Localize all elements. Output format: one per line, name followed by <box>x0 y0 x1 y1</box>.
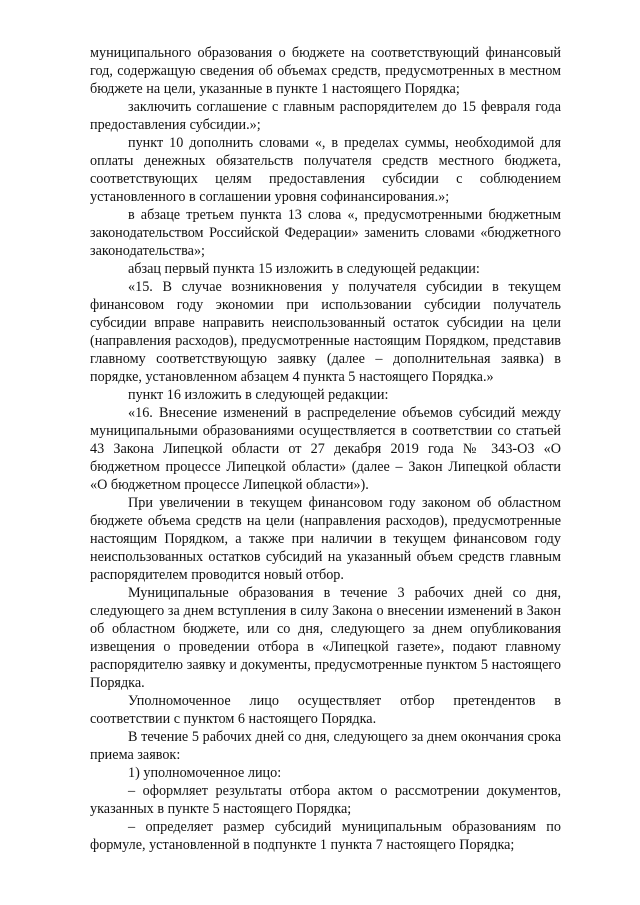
paragraph: – оформляет результаты отбора актом о рассмотрении документов, указанных в пункте 5 настоящего Порядка; <box>90 783 561 817</box>
paragraph: абзац первый пункта 15 изложить в следующей редакции: <box>128 261 480 277</box>
paragraph: пункт 16 изложить в следующей редакции: <box>128 387 389 403</box>
paragraph: муниципального образования о бюджете на соответствующий финансовый год, содержащую сведения об объемах средств, предусмотренных в местном бюджете на цели, указанные в пункте 1 настоящего Порядка; <box>90 45 561 97</box>
paragraph: «15. В случае возникновения у получателя субсидии в текущем финансовом году экономии при использовании субсидии получатель субсидии вправе направить неиспользованный остаток субсидии на цели (направления расходов), предусмотренные настоящим Порядком, представив главному соответствующую заявку (далее – дополнительная заявка) в порядке, установленном абзацем 4 пункта 5 настоящего Порядка.» <box>90 279 561 385</box>
paragraph: 1) уполномоченное лицо: <box>128 765 282 781</box>
paragraph: В течение 5 рабочих дней со дня, следующего за днем окончания срока приема заявок: <box>90 729 561 763</box>
paragraph: «16. Внесение изменений в распределение объемов субсидий между муниципальными образованиями осуществляется в соответствии со статьей 43 Закона Липецкой области от 27 декабря 2019 года № 343-ОЗ «О бюджетном процессе Липецкой области» (далее – Закон Липецкой области «О бюджетном процессе Липецкой области»). <box>90 405 561 493</box>
document-page <box>90 44 561 854</box>
paragraph: заключить соглашение с главным распорядителем до 15 февраля года предоставления субсидии.»; <box>90 99 561 133</box>
paragraph: Муниципальные образования в течение 3 рабочих дней со дня, следующего за днем вступления в силу Закона о внесении изменений в Закон об областном бюджете, или со дня, следующего за днем опубликования извещения о проведении отбора в «Липецкой газете», подают главному распорядителю заявку и документы, предусмотренные пунктом 5 настоящего Порядка. <box>90 585 561 691</box>
paragraph: – определяет размер субсидий муниципальным образованиям по формуле, установленной в подпункте 1 пункта 7 настоящего Порядка; <box>90 819 561 853</box>
paragraph: пункт 10 дополнить словами «, в пределах суммы, необходимой для оплаты денежных обязательств получателя средств местного бюджета, соответствующих целям предоставления субсидии с соблюдением установленного в соглашении уровня софинансирования.»; <box>90 135 561 205</box>
paragraph: в абзаце третьем пункта 13 слова «, предусмотренными бюджетным законодательством Российской Федерации» заменить словами «бюджетного законодательства»; <box>90 207 561 259</box>
paragraph: При увеличении в текущем финансовом году законом об областном бюджете объема средств на цели (направления расходов), предусмотренные настоящим Порядком, а также при наличии в текущем финансовом году неиспользованных остатков субсидий на указанный объем средств главным распорядителем проводится новый отбор. <box>90 495 561 583</box>
paragraph: Уполномоченное лицо осуществляет отбор претендентов в соответствии с пунктом 6 настоящего Порядка. <box>90 693 561 727</box>
